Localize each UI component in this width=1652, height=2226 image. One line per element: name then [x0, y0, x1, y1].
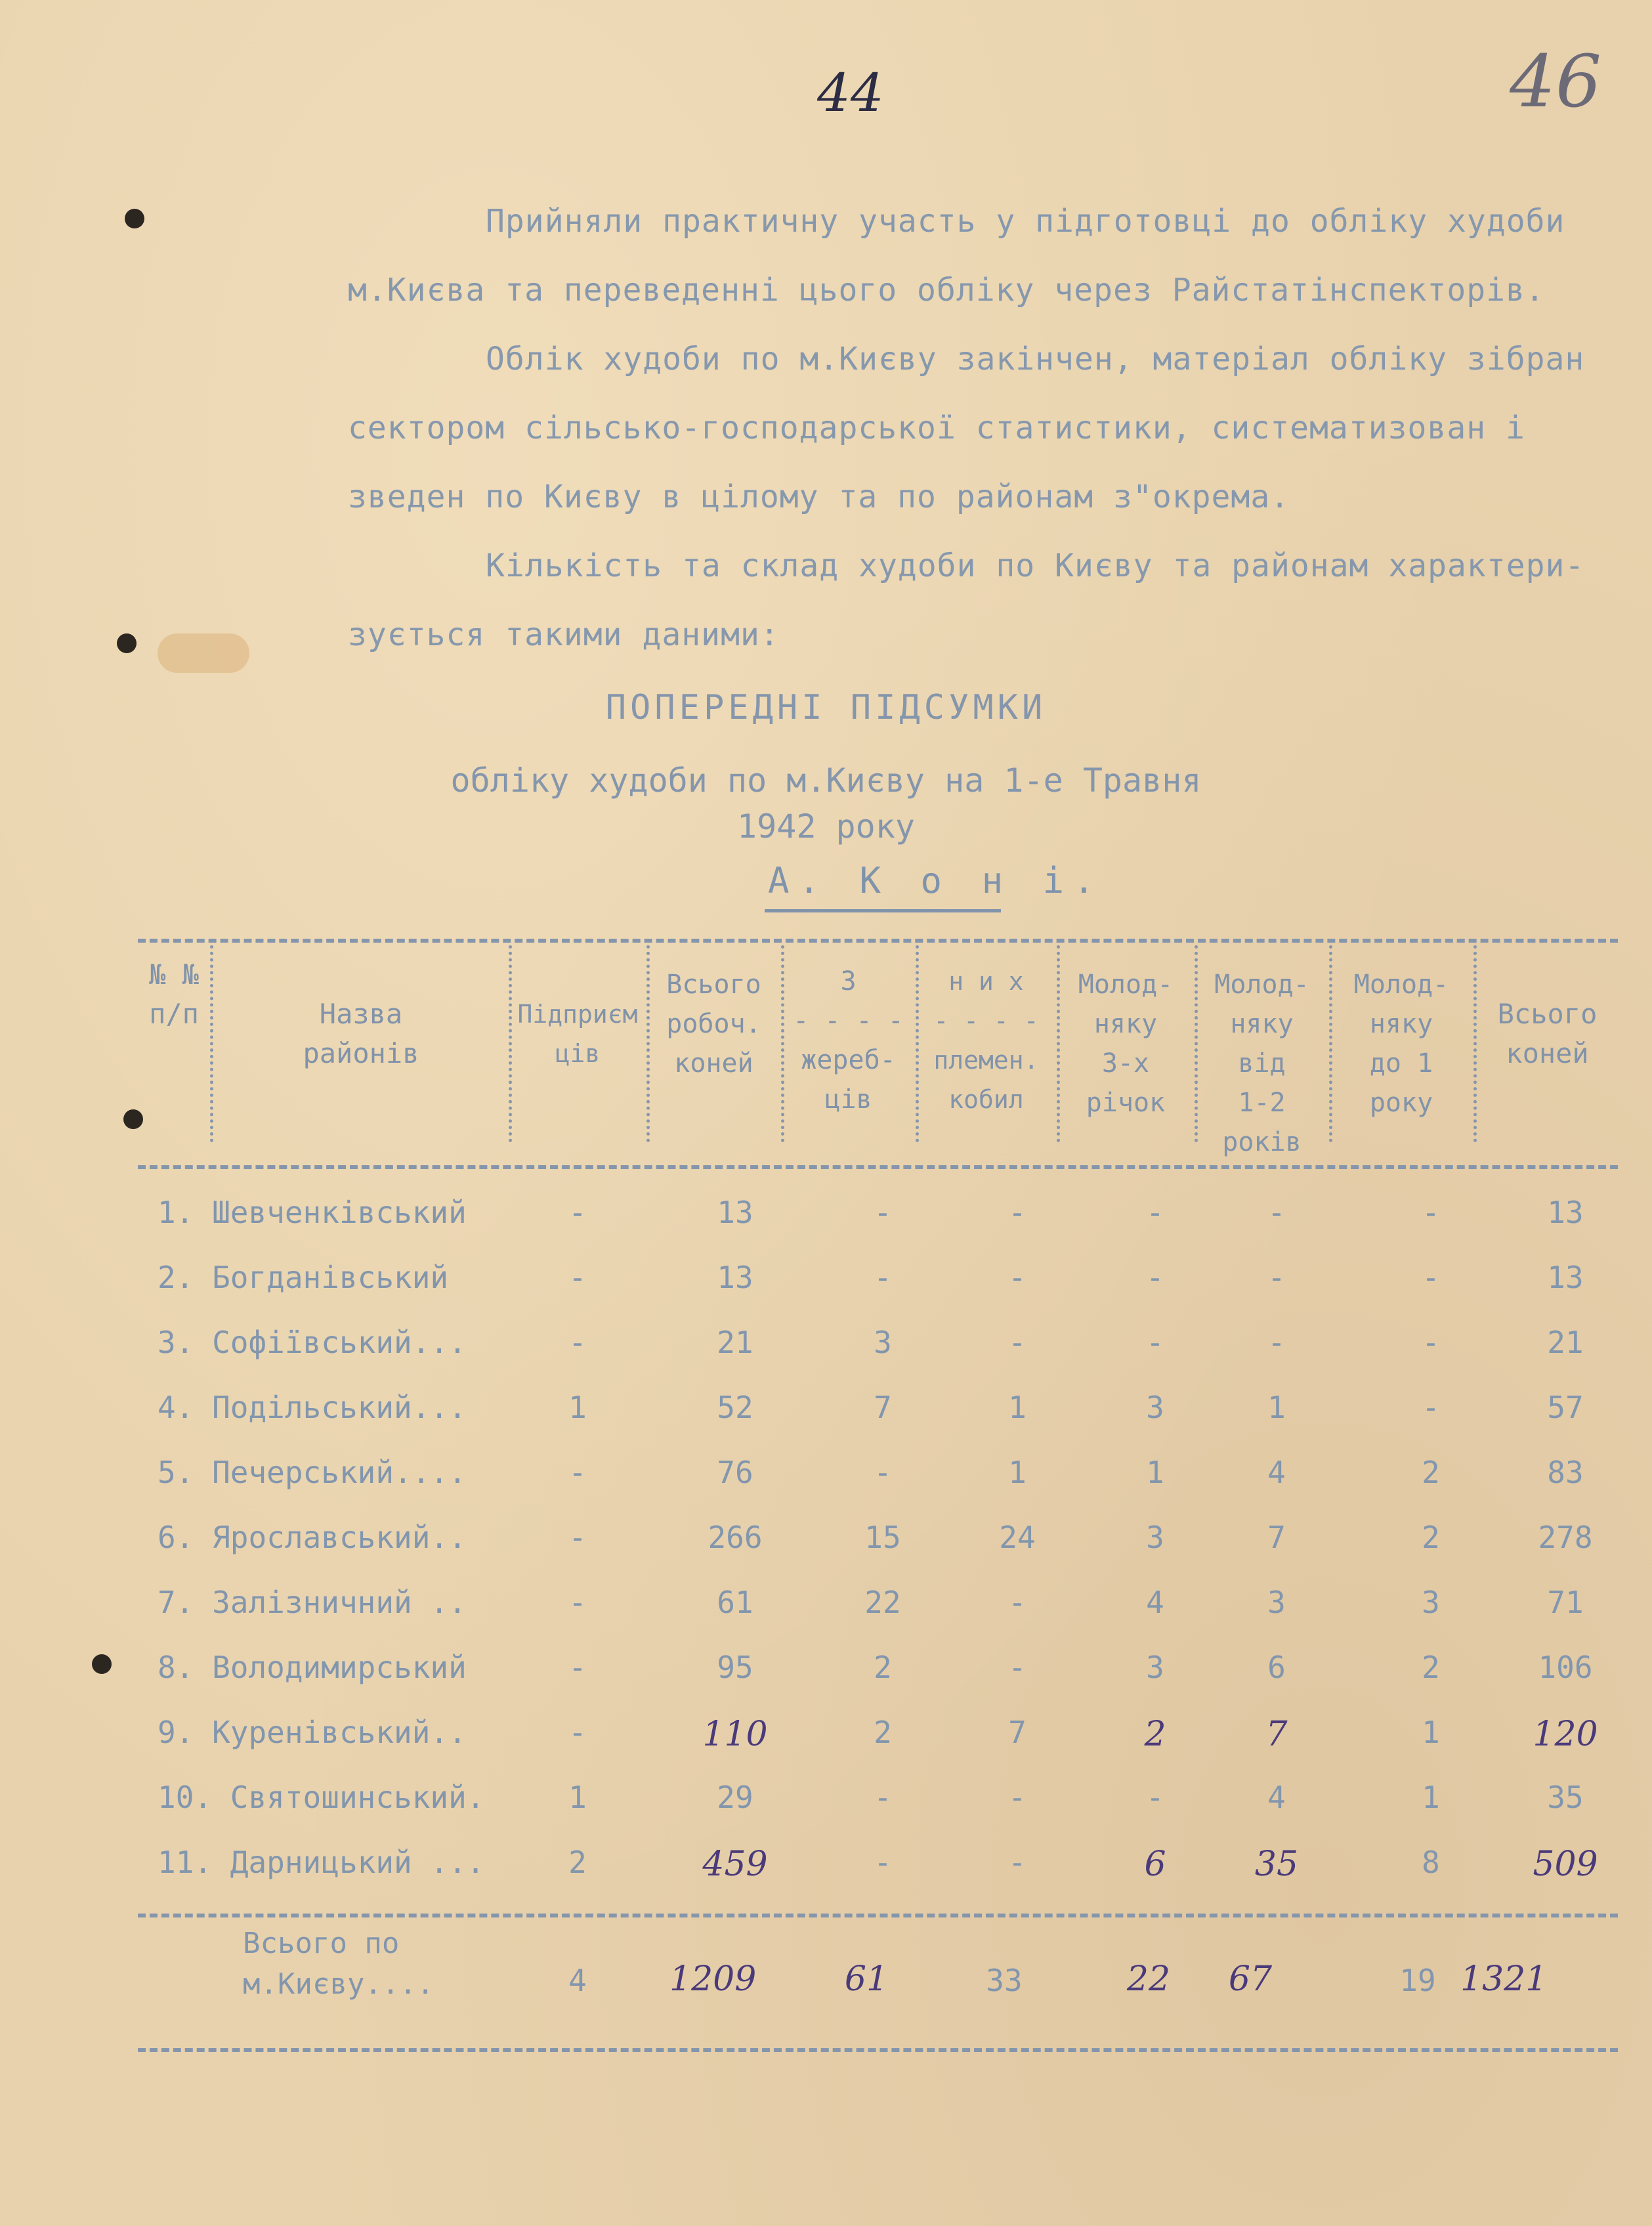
table-cell: 2	[1422, 1455, 1440, 1490]
binder-hole	[125, 209, 144, 228]
table-cell: 278	[1538, 1520, 1593, 1555]
paper-stain	[158, 633, 249, 673]
table-cell: 1	[1008, 1455, 1027, 1490]
table-cell: 3	[874, 1325, 892, 1360]
table-cell: 1	[1267, 1390, 1286, 1425]
header-total-horses: Всього коней	[1497, 998, 1598, 1069]
district-name: 2. Богданівський	[158, 1260, 449, 1295]
total-young-3yr: 22	[1126, 1959, 1171, 1999]
district-name: 9. Куренівський..	[158, 1715, 467, 1750]
table-cell: -	[1008, 1260, 1027, 1295]
paragraph-line: зведен по Києву в цілому та по районам з"окрема.	[348, 479, 1290, 515]
binder-hole	[123, 1109, 143, 1129]
table-cell: -	[568, 1260, 587, 1295]
table-cell: 2	[1422, 1520, 1440, 1555]
table-cell: 1	[1422, 1780, 1440, 1815]
district-name: 7. Залізничний ..	[158, 1585, 467, 1620]
table-cell: 2	[1422, 1650, 1440, 1685]
table-cell: 35	[1547, 1780, 1584, 1815]
table-cell: 1	[1146, 1455, 1164, 1490]
section-heading: А. К о н і.	[768, 860, 1104, 901]
paragraph-line: зується такими даними:	[348, 616, 780, 653]
column-divider	[210, 945, 213, 1142]
header-bottom-rule	[138, 1165, 1618, 1169]
table-cell: 7	[874, 1390, 892, 1425]
total-young-1-2yr: 67	[1228, 1959, 1273, 1999]
table-cell: 2	[874, 1715, 892, 1750]
table-cell: 4	[1267, 1455, 1286, 1490]
table-cell: -	[1146, 1260, 1164, 1295]
total-young-under-1: 19	[1399, 1963, 1436, 1998]
header-young-3yr: Молод- няку 3-х річок	[1078, 970, 1174, 1118]
table-cell: -	[1146, 1195, 1164, 1230]
paragraph-line: м.Києва та переведенні цього обліку через Райстатінспекторів.	[348, 272, 1545, 309]
table-cell: -	[1008, 1585, 1027, 1620]
total-breeding-mares: 33	[986, 1963, 1023, 1998]
table-cell: -	[874, 1455, 892, 1490]
table-cell: 71	[1547, 1585, 1584, 1620]
table-bottom-rule	[138, 2048, 1618, 2052]
total-label: Всього по м.Києву....	[243, 1927, 434, 2001]
district-name: 8. Володимирський	[158, 1650, 467, 1685]
table-cell: 7	[1008, 1715, 1027, 1750]
table-cell: -	[1008, 1325, 1027, 1360]
table-year: 1942 року	[737, 807, 915, 845]
table-cell: 3	[1146, 1520, 1164, 1555]
table-cell: 7	[1267, 1520, 1286, 1555]
table-cell: 95	[717, 1650, 753, 1685]
section-underline	[765, 909, 1001, 912]
paragraph-line: Облік худоби по м.Києву закінчен, матеріал обліку зібран	[486, 341, 1585, 377]
table-cell: -	[568, 1520, 587, 1555]
table-cell: 3	[1422, 1585, 1440, 1620]
table-cell: 13	[717, 1260, 753, 1295]
table-subtitle: обліку худоби по м.Києву на 1-е Травня	[450, 761, 1202, 800]
page-number: 44	[817, 62, 884, 123]
table-cell: 13	[1547, 1260, 1584, 1295]
table-cell: 4	[1146, 1585, 1164, 1620]
table-cell: 1	[1422, 1715, 1440, 1750]
table-cell: -	[568, 1455, 587, 1490]
table-cell: -	[874, 1260, 892, 1295]
table-cell: 4	[1267, 1780, 1286, 1815]
header-young-1-2yr: Молод- няку від 1-2 років	[1214, 970, 1309, 1157]
table-cell: 459	[702, 1845, 768, 1884]
table-cell: -	[1008, 1195, 1027, 1230]
table-title: ПОПЕРЕДНІ ПІДСУМКИ	[605, 688, 1047, 727]
district-name: 5. Печерський....	[158, 1455, 467, 1490]
table-cell: -	[1422, 1390, 1440, 1425]
binder-hole	[92, 1654, 112, 1674]
table-cell: 3	[1146, 1650, 1164, 1685]
table-cell: -	[1422, 1260, 1440, 1295]
table-cell: 110	[702, 1715, 768, 1754]
table-cell: -	[1008, 1780, 1027, 1815]
table-cell: 57	[1547, 1390, 1584, 1425]
table-cell: 3	[1146, 1390, 1164, 1425]
header-young-under-1: Молод- няку до 1 року	[1353, 970, 1449, 1118]
table-cell: 76	[717, 1455, 753, 1490]
table-cell: 3	[1267, 1585, 1286, 1620]
table-cell: 24	[999, 1520, 1036, 1555]
table-cell: -	[1422, 1325, 1440, 1360]
header-stallions: З - - - - жереб- ців	[793, 966, 904, 1115]
table-cell: 15	[864, 1520, 901, 1555]
table-cell: 1	[568, 1390, 587, 1425]
table-cell: -	[1267, 1260, 1286, 1295]
header-enterprises: Підприєм ців	[517, 1000, 638, 1068]
table-cell: -	[568, 1585, 587, 1620]
table-top-rule	[138, 939, 1618, 943]
table-cell: 13	[717, 1195, 753, 1230]
table-cell: -	[1267, 1195, 1286, 1230]
table-cell: -	[1146, 1325, 1164, 1360]
district-name: 3. Софіївський...	[158, 1325, 467, 1360]
table-cell: 2	[568, 1845, 587, 1880]
table-cell: -	[568, 1650, 587, 1685]
total-all-horses: 1321	[1460, 1959, 1548, 1999]
table-cell: -	[568, 1195, 587, 1230]
total-top-rule	[138, 1914, 1618, 1917]
table-cell: 2	[874, 1650, 892, 1685]
district-name: 10. Святошинський.	[158, 1780, 485, 1815]
table-cell: 7	[1265, 1715, 1288, 1754]
header-district: Назва районів	[303, 998, 419, 1069]
table-cell: -	[568, 1325, 587, 1360]
table-cell: 13	[1547, 1195, 1584, 1230]
total-enterprises: 4	[568, 1963, 587, 1998]
paragraph-line: сектором сільсько-господарської статистики, систематизован і	[348, 410, 1525, 446]
table-cell: -	[1146, 1780, 1164, 1815]
table-cell: 266	[708, 1520, 763, 1555]
table-cell: 8	[1422, 1845, 1440, 1880]
table-cell: 22	[864, 1585, 901, 1620]
table-cell: -	[874, 1845, 892, 1880]
archive-number: 46	[1510, 39, 1601, 123]
header-working-horses: Всього робоч. коней	[666, 970, 761, 1079]
table-cell: 35	[1254, 1845, 1299, 1884]
table-cell: 83	[1547, 1455, 1584, 1490]
table-cell: 1	[568, 1780, 587, 1815]
table-cell: 21	[1547, 1325, 1584, 1360]
table-cell: 61	[717, 1585, 753, 1620]
total-stallions: 61	[844, 1959, 889, 1999]
district-name: 4. Подільський...	[158, 1390, 467, 1425]
table-cell: -	[1008, 1650, 1027, 1685]
binder-hole	[117, 633, 137, 653]
table-cell: 120	[1533, 1715, 1598, 1754]
table-cell: 6	[1144, 1845, 1166, 1884]
table-cell: -	[1267, 1325, 1286, 1360]
paragraph-line: Прийняли практичну участь у підготовці до обліку худоби	[486, 203, 1565, 240]
table-cell: 6	[1267, 1650, 1286, 1685]
table-cell: -	[568, 1715, 587, 1750]
table-cell: 52	[717, 1390, 753, 1425]
paragraph-line: Кількість та склад худоби по Києву та районам характери-	[486, 547, 1585, 584]
total-working-horses: 1209	[669, 1959, 757, 1999]
table-cell: 2	[1144, 1715, 1166, 1754]
district-name: 1. Шевченківський	[158, 1195, 467, 1230]
table-cell: 1	[1008, 1390, 1027, 1425]
table-cell: -	[1422, 1195, 1440, 1230]
header-breeding-mares: н и х - - - - племен. кобил	[933, 967, 1039, 1114]
table-cell: -	[1008, 1845, 1027, 1880]
table-cell: 29	[717, 1780, 753, 1815]
district-name: 11. Дарницький ...	[158, 1845, 485, 1880]
intro-text	[348, 187, 1615, 670]
header-number: № № п/п	[149, 958, 199, 1030]
table-cell: 106	[1538, 1650, 1593, 1685]
table-cell: -	[874, 1780, 892, 1815]
table-cell: -	[874, 1195, 892, 1230]
district-name: 6. Ярославський..	[158, 1520, 467, 1555]
table-cell: 21	[717, 1325, 753, 1360]
table-cell: 509	[1533, 1845, 1598, 1884]
